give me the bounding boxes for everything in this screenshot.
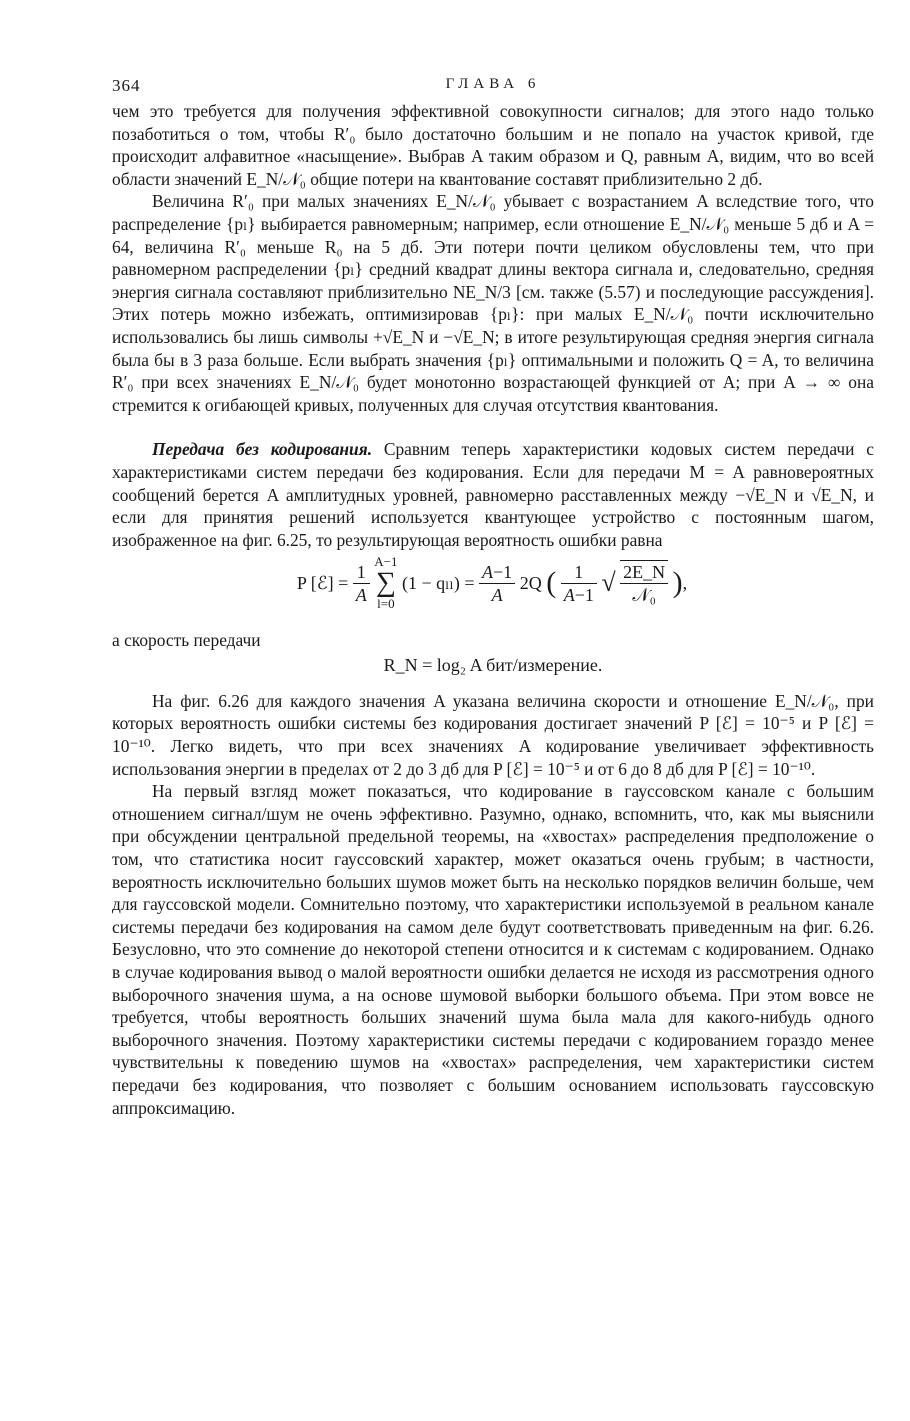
eq1-sum-bottom: l=0	[377, 596, 395, 612]
eq1-middle: (1 − qₗₗ) =	[402, 573, 475, 594]
paragraph-5: На первый взгляд может показаться, что кодирование в гауссовском канале с большим отношением сигнал/шум не очень эффективно. Разумно, однако, вспомнить, что, как мы выяснили при обсуждении центральной предельной теоремы, на «хвостах» распределения предположение о том, что статистика носит гауссовский характер, может оказаться очень грубым; в частности, вероятность исключительно больших шумов может быть на несколько порядков величин больше, чем для гауссовской модели. Сомнительно поэтому, что характеристики используемой в реальном канале системы передачи без кодирования на самом деле будут соответствовать приведенным на фиг. 6.26. Безусловно, что это сомнение до некоторой степени относится и к системам с кодированием. Однако в случае кодирования вывод о малой вероятности ошибки делается не исходя из рассмотрения одного выборочного значения шума, а на основе шумовой выборки большого объема. При этом вовсе не требуется, чтобы вероятность больших значений шума была мала для какого-нибудь одного выборочного значения. Поэтому характеристики системы передачи с кодированием гораздо менее чувствительны к поведению шумов на «хвостах» распределения, чем характеристики систем передачи без кодирования, что позволяет с большим основанием использовать гауссовскую аппроксимацию.	[112, 781, 874, 1118]
eq1-sqrt-num: 2E_N	[620, 561, 668, 584]
paragraph-1: чем это требуется для получения эффективной совокупности сигналов; для этого надо только позаботиться о том, чтобы R′₀ было достаточно большим и не попало на участок кривой, где происходит алфавитное «насыщение». Выбрав A таким образом и Q, равным A, видим, что во всей области значений E_N/𝒩₀ общие потери на квантование составят приблизительно 2 дб.	[112, 101, 874, 189]
page-number: 364	[112, 76, 141, 95]
page	[112, 70, 874, 1119]
eq1-sqrt-den: 𝒩₀	[632, 585, 656, 606]
paragraph-3-text: Сравним теперь характеристики кодовых систем передачи с характеристиками систем передачи без кодирования. Если для передачи M = A равновероятных сообщений берется A амплитудных уровней, равномерно расставленных между −√E_N и √E_N, и если для принятия решений используется квантующее устройство с постоянным шагом, изображенное на фиг. 6.25, то результирующая вероятность ошибки равна	[112, 439, 874, 550]
eq1-sqrt-fraction	[620, 560, 668, 606]
section-runin-heading: Передача без кодирования.	[152, 439, 373, 460]
chapter-title: ГЛАВА 6	[445, 76, 541, 92]
eq1-summation: A−1 ∑ l=0	[374, 554, 398, 612]
paragraph-3	[112, 438, 874, 551]
paragraph-4: На фиг. 6.26 для каждого значения A указана величина скорости и отношение E_N/𝒩₀, при которых вероятность ошибки системы без кодирования достигает значений P [ℰ] = 10⁻⁵ и P [ℰ] = 10⁻¹⁰. Легко видеть, что при всех значениях A кодирование увеличивает эффективность использования энергии в пределах от 2 до 3 дб для P [ℰ] = 10⁻⁵ и от 6 до 8 дб для P [ℰ] = 10⁻¹⁰.	[112, 690, 874, 779]
between-text: а скорость передачи	[112, 630, 261, 651]
eq1-frac-a-minus-1-over-a: $\frac{A-1}{A}$	[479, 561, 515, 606]
page-header	[112, 70, 874, 100]
eq1-rhs: 2Q	[519, 573, 542, 594]
paragraph-2: Величина R′₀ при малых значениях E_N/𝒩₀ убывает с возрастанием A вследствие того, что распределение {pₗ} выбирается равномерным; например, если отношение E_N/𝒩₀ меньше 5 дб и A = 64, величина R′₀ меньше R₀ на 5 дб. Эти потери почти целиком обусловлены тем, что при равномерном распределении {pₗ} средний квадрат длины вектора сигнала и, следовательно, средняя энергия сигнала составляют приблизительно NE_N/3 [см. также (5.57) и последующие рассуждения]. Этих потерь можно избежать, оптимизировав {pₗ}: при малых E_N/𝒩₀ почти исключительно использовались бы лишь символы +√E_N и −√E_N; в итоге результирующая средняя энергия сигнала была бы в 3 раза больше. Если выбрать значения {pₗ} оптимальными и положить Q = A, то величина R′₀ при всех значениях E_N/𝒩₀ будет монотонно возрастающей функцией от A; при A → ∞ она стремится к огибающей кривых, полученных для случая отсутствия квантования.	[112, 191, 874, 415]
equation-rate: R_N = log₂ A бит/измерение.	[383, 654, 603, 675]
eq1-frac-1-over-a: $\frac{1}{A}$	[353, 561, 370, 606]
eq1-frac-1-over-a-minus-1: $\frac{1}{A-1}$	[561, 561, 597, 606]
equation-error-probability: P [ℰ] = $\frac{1}{A}$ A−1 ∑ l=0 (1 − qₗₗ) = $\frac{A-1}{A}$ 2Q ( $\frac{1}{A-1}$ √ $\frac{2E\_N}{\text{𝒩₀}}$ ),	[296, 554, 688, 612]
eq1-lhs: P [ℰ] =	[296, 573, 349, 594]
eq1-sum-top: A−1	[374, 554, 398, 570]
